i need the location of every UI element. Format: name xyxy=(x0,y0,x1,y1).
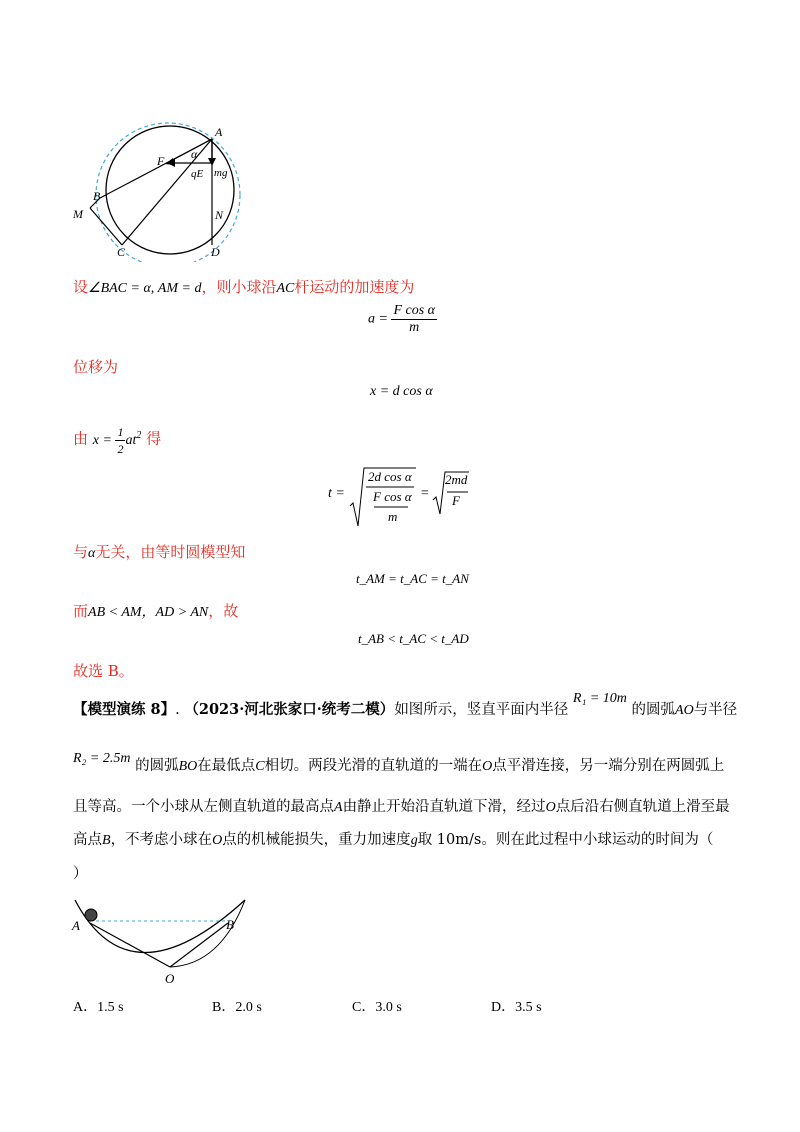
option-c[interactable] xyxy=(352,996,402,1016)
question-line-5: ） xyxy=(73,866,88,882)
arrow-head-mg xyxy=(208,158,216,166)
eq-t-top: 2d cos α xyxy=(368,469,412,484)
ball xyxy=(85,909,97,921)
question-g: g xyxy=(410,833,418,848)
question-text-7: 点平滑连接，另一端分别在两圆弧上 xyxy=(492,758,725,774)
question-o3: O xyxy=(212,833,223,848)
line1-ac: AC xyxy=(276,281,295,296)
conclusion: 故选 B。 xyxy=(73,662,134,680)
label-C: C xyxy=(117,245,126,259)
question-text-4: 的圆弧 xyxy=(135,758,179,774)
fraction xyxy=(391,303,437,336)
question-line-1 xyxy=(73,691,738,721)
indep-suffix: 无关，由等时圆模型知 xyxy=(95,543,246,561)
question-a: A xyxy=(334,800,343,815)
question-line-3-b: 由静止开始沿直轨道下滑，经过 xyxy=(342,799,546,815)
compare-math: AB < AM，AD > AN xyxy=(88,605,209,620)
question-r2: R₂ = 2.5m xyxy=(73,751,131,766)
equation-displacement: x = d cos α xyxy=(370,384,433,399)
label-M: M xyxy=(73,207,83,221)
eq-t-lhs: t = xyxy=(328,486,345,501)
from-math xyxy=(92,425,142,456)
question-text-2: 的圆弧 xyxy=(631,702,676,718)
question-line-4-a: 高点 xyxy=(73,832,102,848)
question-source: （2023·河北张家口·统考二模） xyxy=(184,701,395,718)
label-qE: qE xyxy=(191,168,204,180)
question-c: C xyxy=(255,759,265,774)
question-line-3-c: 点后沿右侧直轨道上滑至最 xyxy=(555,799,730,815)
question-text-5: 在最低点 xyxy=(197,758,256,774)
arc-track-figure xyxy=(70,895,255,985)
question-line-4 xyxy=(73,830,713,851)
solution-line-independent xyxy=(73,542,245,564)
eq-t-equals: = xyxy=(420,486,430,501)
line1-prefix: 设 xyxy=(73,278,89,296)
question-line-4-d: 取 10m/s。则在此过程中小球运动的时间为（ xyxy=(417,832,714,848)
displacement-label: 位移为 xyxy=(73,358,119,376)
solution-line-from xyxy=(73,424,161,457)
option-key: B． xyxy=(212,1000,236,1015)
label-mg: mg xyxy=(214,167,228,179)
question-line-4-b: ，不考虑小球在 xyxy=(110,832,213,848)
question-text-6: 相切。两段光滑的直轨道的一端在 xyxy=(264,758,483,774)
label-B: B xyxy=(226,917,234,932)
from-exponent: 2 xyxy=(136,429,142,441)
option-value: 1.5 s xyxy=(97,1000,124,1015)
big-arc xyxy=(75,900,245,953)
question-r1: R₁ = 10m xyxy=(572,691,627,706)
question-b: B xyxy=(102,833,111,848)
force-F xyxy=(167,139,212,163)
question-line-3-a: 且等高。一个小球从左侧直轨道的最高点 xyxy=(73,799,334,815)
question-line-4-c: 点的机械能损失，重力加速度 xyxy=(222,832,411,848)
option-value: 2.0 s xyxy=(235,1000,262,1015)
label-D: D xyxy=(211,245,220,259)
question-text-1: 如图所示，竖直平面内半径 xyxy=(394,702,569,718)
option-value: 3.5 s xyxy=(515,1000,542,1015)
left-track xyxy=(90,923,170,967)
label-B: B xyxy=(93,189,101,203)
fraction-denominator: m xyxy=(409,320,420,335)
equation-time-order: t_AB < t_AC < t_AD xyxy=(358,631,469,646)
option-key: C． xyxy=(352,1000,376,1015)
dashed-circle xyxy=(96,123,240,262)
option-a[interactable] xyxy=(73,996,124,1016)
question-line-3 xyxy=(73,797,730,818)
question-bo: BO xyxy=(178,759,198,774)
eq-t-inner-den: m xyxy=(388,509,398,524)
indep-alpha: α xyxy=(88,546,96,561)
option-d[interactable] xyxy=(491,996,542,1016)
solution-line-1 xyxy=(73,277,414,299)
equation-acceleration xyxy=(368,303,437,336)
from-rhs: at xyxy=(125,432,137,448)
eq-t-right-num: 2md xyxy=(445,472,468,487)
question-text-3: 与半径 xyxy=(693,702,738,718)
line1-math: ∠BAC = α, AM = d xyxy=(88,281,202,296)
circle-figure xyxy=(70,118,250,262)
option-key: A． xyxy=(73,1000,98,1015)
from-suffix: 得 xyxy=(146,429,162,448)
label-O: O xyxy=(165,971,175,985)
equation-time xyxy=(328,466,478,530)
line1-mid: ，则小球沿 xyxy=(201,278,277,296)
label-F: F xyxy=(157,154,165,168)
fraction-numerator: F cos α xyxy=(393,303,436,318)
half-numerator: 1 xyxy=(117,425,124,439)
option-b[interactable] xyxy=(212,996,262,1016)
question-line-2 xyxy=(73,751,725,777)
half-denominator: 2 xyxy=(117,442,124,456)
label-N: N xyxy=(215,208,224,222)
question-o1: O xyxy=(482,759,493,774)
compare-suffix: ，故 xyxy=(208,602,239,620)
option-value: 3.0 s xyxy=(375,1000,402,1015)
equation-equal-times: t_AM = t_AC = t_AN xyxy=(356,571,469,586)
indep-prefix: 与 xyxy=(73,543,89,561)
label-A: A xyxy=(215,125,223,139)
option-key: D． xyxy=(491,1000,516,1015)
label-alpha: α xyxy=(191,147,198,161)
from-lhs: x = xyxy=(92,432,112,448)
rod-AC xyxy=(122,139,212,245)
half-fraction xyxy=(115,424,125,457)
question-tag: 【模型演练 8】 xyxy=(73,701,176,718)
eq-a-lhs: a = xyxy=(368,311,388,327)
eq-t-right-den: F xyxy=(452,493,460,508)
label-A: A xyxy=(72,918,80,933)
line1-suffix: 杆运动的加速度为 xyxy=(294,278,415,296)
solid-circle xyxy=(106,126,234,254)
question-ao: AO xyxy=(675,703,694,718)
solution-line-compare xyxy=(73,601,238,623)
compare-prefix: 而 xyxy=(73,602,89,620)
eq-t-inner-num: F cos α xyxy=(373,489,412,504)
question-o2: O xyxy=(545,800,556,815)
from-label: 由 xyxy=(73,429,89,448)
question-dot: . xyxy=(175,702,180,718)
